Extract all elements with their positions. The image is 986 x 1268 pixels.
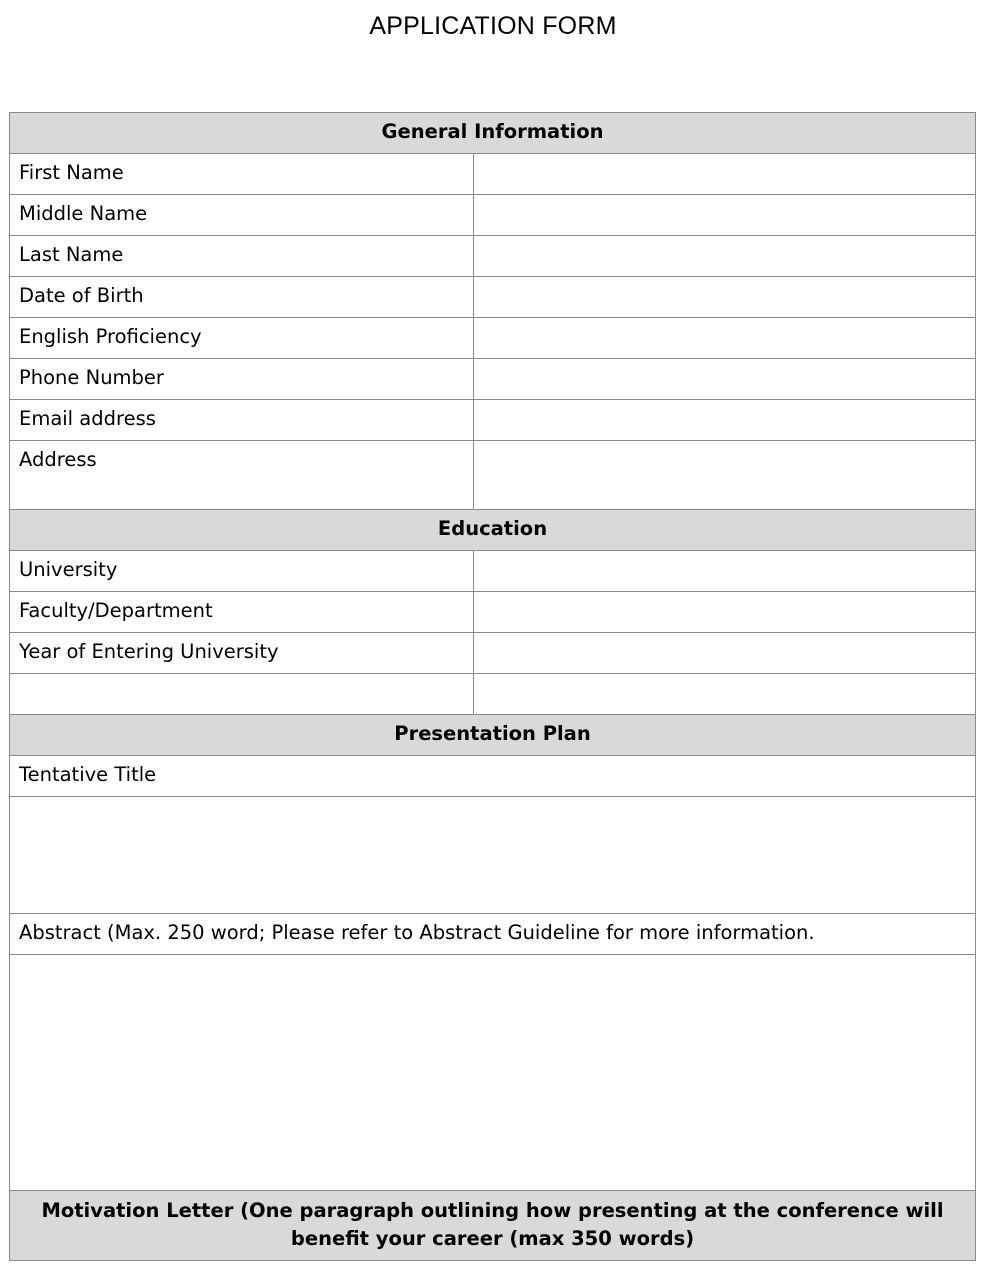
date-of-birth-label: Date of Birth [10,277,474,318]
form-row-address [10,441,976,510]
first-name-field[interactable] [474,154,976,195]
address-label: Address [10,441,474,510]
form-row-abstract-label [10,914,976,955]
education-extra-value-field[interactable] [474,674,976,715]
tentative-title-field[interactable] [10,797,976,914]
form-row-english-proficiency [10,318,976,359]
tentative-title-label: Tentative Title [10,756,976,797]
faculty-department-label: Faculty/Department [10,592,474,633]
motivation-letter-heading: Motivation Letter (One paragraph outlining how presenting at the conference will benefit your career (max 350 words) [10,1191,976,1261]
section-header-general [10,113,976,154]
form-row-tentative-title-input [10,797,976,914]
email-address-field[interactable] [474,400,976,441]
form-row-phone-number [10,359,976,400]
last-name-label: Last Name [10,236,474,277]
section-header-education [10,510,976,551]
education-heading: Education [10,510,976,551]
university-label: University [10,551,474,592]
application-form-table [9,112,976,1261]
form-row-date-of-birth [10,277,976,318]
last-name-field[interactable] [474,236,976,277]
form-row-middle-name [10,195,976,236]
middle-name-field[interactable] [474,195,976,236]
abstract-field[interactable] [10,955,976,1191]
date-of-birth-field[interactable] [474,277,976,318]
english-proficiency-label: English Proficiency [10,318,474,359]
address-field[interactable] [474,441,976,510]
university-field[interactable] [474,551,976,592]
email-address-label: Email address [10,400,474,441]
form-row-first-name [10,154,976,195]
section-header-motivation [10,1191,976,1261]
general-information-heading: General Information [10,113,976,154]
form-row-abstract-input [10,955,976,1191]
abstract-label: Abstract (Max. 250 word; Please refer to Abstract Guideline for more information. [10,914,976,955]
education-extra-label-field[interactable] [10,674,474,715]
page-title: APPLICATION FORM [369,12,617,40]
form-row-tentative-title-label [10,756,976,797]
form-row-faculty-department [10,592,976,633]
form-row-university [10,551,976,592]
form-row-education-extra [10,674,976,715]
faculty-department-field[interactable] [474,592,976,633]
year-of-entering-field[interactable] [474,633,976,674]
form-row-email-address [10,400,976,441]
english-proficiency-field[interactable] [474,318,976,359]
year-of-entering-label: Year of Entering University [10,633,474,674]
form-row-year-of-entering [10,633,976,674]
section-header-presentation [10,715,976,756]
phone-number-label: Phone Number [10,359,474,400]
first-name-label: First Name [10,154,474,195]
phone-number-field[interactable] [474,359,976,400]
presentation-plan-heading: Presentation Plan [10,715,976,756]
form-row-last-name [10,236,976,277]
middle-name-label: Middle Name [10,195,474,236]
